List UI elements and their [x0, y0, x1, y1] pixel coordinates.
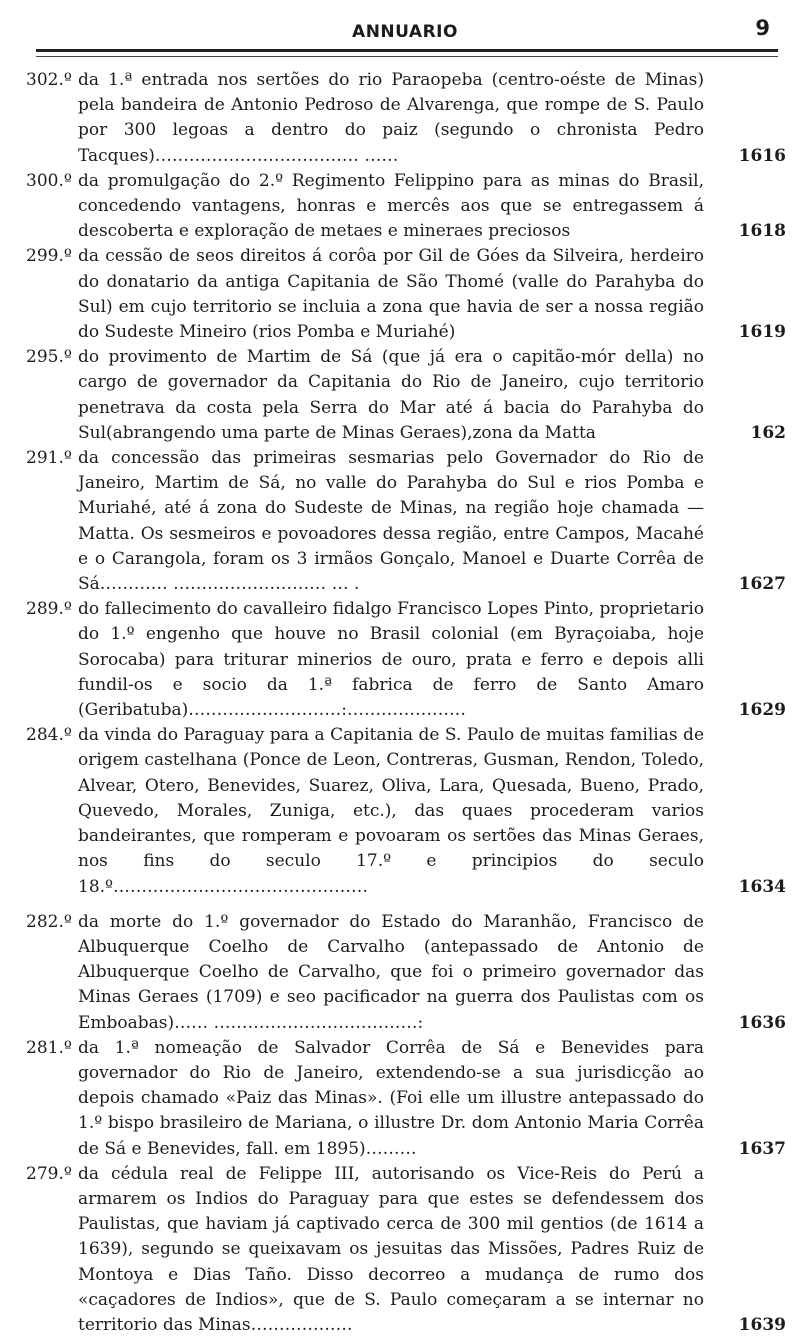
- entry-281: [26, 1036, 786, 1162]
- entry-number: 281.º: [26, 1037, 72, 1058]
- entry-295: [26, 345, 786, 446]
- entry-list: [26, 68, 786, 1338]
- entry-year: 1627: [738, 574, 786, 595]
- entry-year: 1616: [738, 145, 786, 166]
- entry-year: 1634: [738, 876, 786, 897]
- entry-299: [26, 244, 786, 345]
- entry-text: da 1.ª entrada nos sertões do rio Paraopeba (centro-oéste de Minas) pela bandeira de Antonio Pedroso de Alvarenga, que rompe de S. Paulo por 300 legoas a dentro do paiz (segundo o chronista Pedro Tacques)……………………………… ……: [78, 70, 704, 166]
- entry-text: da promulgação do 2.º Regimento Felippino para as minas do Brasil, concedendo vantagens, honras e mercês aos que se entregassem á descoberta e exploração de metaes e mineraes preciosos: [78, 170, 704, 242]
- page-number: 9: [755, 16, 770, 40]
- entry-year: 1636: [738, 1012, 786, 1033]
- header-rule-thin: [36, 56, 778, 57]
- entry-year: 1618: [738, 221, 786, 242]
- entry-282: [26, 910, 786, 1036]
- entry-number: 295.º: [26, 347, 72, 368]
- entry-text: do provimento de Martim de Sá (que já era o capitão-mór della) no cargo de governador da Capitania do Rio de Janeiro, cujo territorio penetrava da costa pela Serra do Mar até á bacia do Parahyba do Sul(abrangendo uma parte de Minas Geraes),zona da Matta: [78, 347, 704, 443]
- page-header: [36, 14, 774, 48]
- entry-text: da 1.ª nomeação de Salvador Corrêa de Sá e Benevides para governador do Rio de Janeiro, extendendo-se a sua jurisdicção ao depois chamado «Paiz das Minas». (Foi elle um illustre antepassado do 1.º bispo brasileiro de Mariana, o illustre Dr. dom Antonio Maria Corrêa de Sá e Benevides, fall. em 1895)………: [78, 1037, 704, 1159]
- running-title: ANNUARIO: [352, 22, 458, 42]
- entry-text: do fallecimento do cavalleiro fidalgo Francisco Lopes Pinto, proprietario do 1.º engenho que houve no Brasil colonial (em Byraçoiaba, hoje Sorocaba) para triturar minerios de ouro, prata e ferro e depois alli fundil-os e socio da 1.ª fabrica de ferro de Santo Amaro (Geribatuba)………………………:…………………: [78, 599, 704, 721]
- entry-number: 282.º: [26, 911, 72, 932]
- entry-text: da morte do 1.º governador do Estado do Maranhão, Francisco de Albuquerque Coelho de Carvalho (antepassado de Antonio de Albuquerque Coelho de Carvalho, que foi o primeiro governador das Minas Geraes (1709) e seo pacificador na guerra dos Paulistas com os Emboabas)…… ………………………………:: [78, 911, 704, 1033]
- entry-text: da vinda do Paraguay para a Capitania de S. Paulo de muitas familias de origem castelhana (Ponce de Leon, Contreras, Gusman, Rendon, Toledo, Alvear, Otero, Benevides, Suarez, Oliva, Lara, Quesada, Bueno, Prado, Quevedo, Morales, Zuniga, etc.), das quaes procederam varios bandeirantes, que romperam e povoaram os sertões das Minas Geraes, nos fins do seculo 17.º e principios do seculo 18.º………………………………………: [78, 725, 704, 897]
- entry-number: 300.º: [26, 170, 72, 191]
- entry-text: da cédula real de Felippe III, autorisando os Vice-Reis do Perú a armarem os Indios do Paraguay para que estes se defendessem dos Paulistas, que haviam já captivado cerca de 300 mil gentios (de 1614 a 1639), segundo se queixavam os jesuitas das Missões, Padres Ruiz de Montoya e Dias Taño. Disso decorreo a mudança de rumo dos «caçadores de Indios», que de S. Paulo começaram a se internar no territorio das Minas………………: [78, 1163, 704, 1335]
- entry-year: 1637: [738, 1138, 786, 1159]
- entry-year: 162: [750, 422, 786, 443]
- entry-300: [26, 169, 786, 245]
- entry-302: [26, 68, 786, 169]
- entry-number: 299.º: [26, 246, 72, 267]
- entry-number: 291.º: [26, 448, 72, 469]
- entry-text: da concessão das primeiras sesmarias pelo Governador do Rio de Janeiro, Martim de Sá, no valle do Parahyba do Sul e rios Pomba e Muriahé, até á zona do Sudeste de Minas, na região hoje chamada — Matta. Os sesmeiros e povoadores dessa região, entre Campos, Macahé e o Carangola, foram os 3 irmãos Gonçalo, Manoel e Duarte Corrêa de Sá………… ……………………… … .: [78, 448, 704, 595]
- entry-291: [26, 446, 786, 597]
- entry-number: 284.º: [26, 725, 72, 746]
- entry-number: 289.º: [26, 599, 72, 620]
- entry-text: da cessão de seos direitos á corôa por Gil de Góes da Silveira, herdeiro do donatario da antiga Capitania de São Thomé (valle do Parahyba do Sul) em cujo territorio se incluia a zona que havia de ser a nossa região do Sudeste Mineiro (rios Pomba e Muriahé): [78, 246, 704, 343]
- entry-289: [26, 597, 786, 723]
- entry-year: 1629: [738, 700, 786, 721]
- entry-number: 279.º: [26, 1163, 72, 1184]
- entry-284: [26, 723, 786, 899]
- entry-year: 1619: [738, 322, 786, 343]
- entry-279: [26, 1162, 786, 1338]
- entry-year: 1639: [738, 1314, 786, 1335]
- header-rule-thick: [36, 49, 778, 52]
- entry-number: 302.º: [26, 70, 72, 90]
